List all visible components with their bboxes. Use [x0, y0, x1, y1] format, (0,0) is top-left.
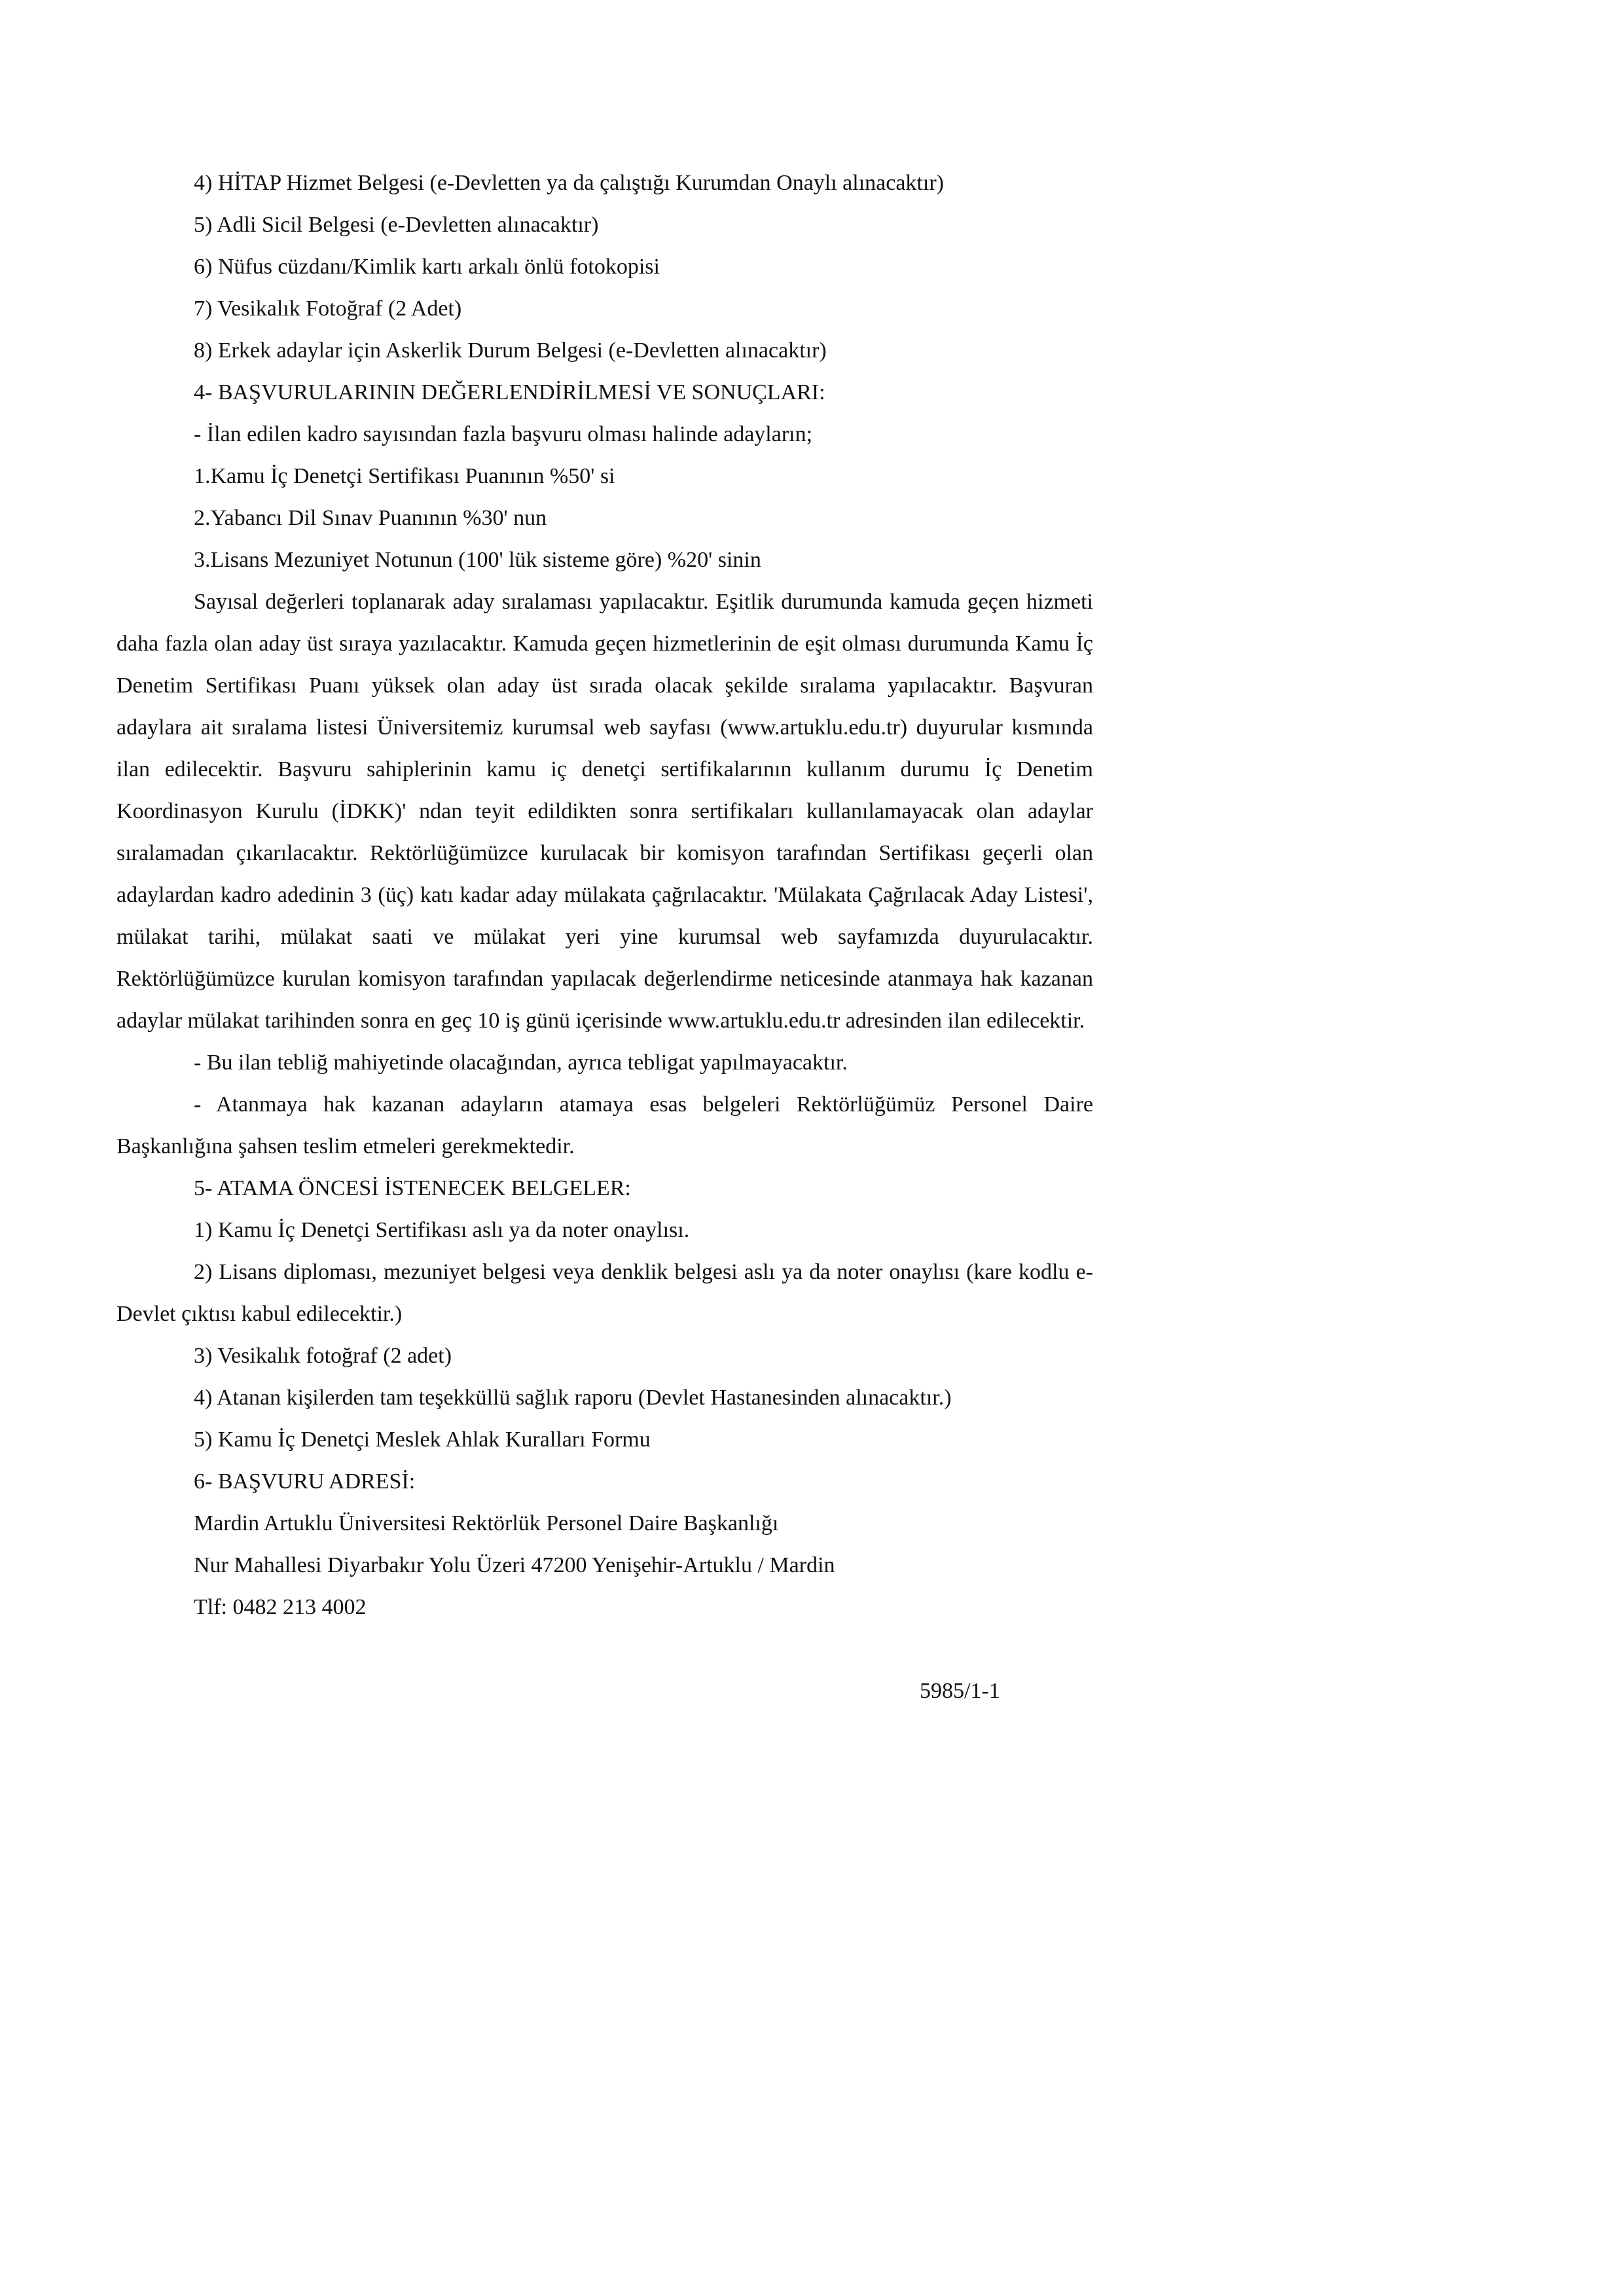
document-page: [117, 162, 1093, 1628]
section5-item-2: 2) Lisans diploması, mezuniyet belgesi veya denklik belgesi aslı ya da noter onaylısı (kare kodlu e-Devlet çıktısı kabul edilecektir.): [117, 1260, 1093, 1326]
page-number: 5985/1-1: [920, 1679, 1000, 1703]
notification-note: - Bu ilan tebliğ mahiyetinde olacağından, ayrıca tebligat yapılmayacaktır.: [194, 1050, 848, 1075]
appointment-paragraph: - Atanmaya hak kazanan adayların atamaya esas belgeleri Rektörlüğümüz Personel Daire Başkanlığına şahsen teslim etmeleri gerekmektedir.: [117, 1092, 1093, 1158]
section5-heading: 5- ATAMA ÖNCESİ İSTENECEK BELGELER:: [194, 1176, 631, 1200]
section5-item-5: 5) Kamu İç Denetçi Meslek Ahlak Kuralları Formu: [194, 1427, 651, 1452]
address-line-1: Mardin Artuklu Üniversitesi Rektörlük Personel Daire Başkanlığı: [194, 1511, 779, 1535]
criteria-item-2: 2.Yabancı Dil Sınav Puanının %30' nun: [194, 506, 547, 530]
criteria-item-1: 1.Kamu İç Denetçi Sertifikası Puanının %50' si: [194, 464, 615, 488]
section5-item-3: 3) Vesikalık fotoğraf (2 adet): [194, 1344, 452, 1368]
address-line-2: Nur Mahallesi Diyarbakır Yolu Üzeri 47200 Yenişehir-Artuklu / Mardin: [194, 1553, 835, 1577]
section4-intro: - İlan edilen kadro sayısından fazla başvuru olması halinde adayların;: [194, 422, 813, 446]
doc-item-photo: 7) Vesikalık Fotoğraf (2 Adet): [194, 296, 462, 321]
phone-number: Tlf: 0482 213 4002: [194, 1595, 367, 1619]
section4-heading: 4- BAŞVURULARININ DEĞERLENDİRİLMESİ VE SONUÇLARI:: [194, 380, 825, 404]
doc-item-id-copy: 6) Nüfus cüzdanı/Kimlik kartı arkalı önlü fotokopisi: [194, 255, 660, 279]
evaluation-paragraph: Sayısal değerleri toplanarak aday sıralaması yapılacaktır. Eşitlik durumunda kamuda geçen hizmeti daha fazla olan aday üst sıraya yazılacaktır. Kamuda geçen hizmetlerinin de eşit olması durumunda Kamu İç Denetim Sertifikası Puanı yüksek olan aday üst sırada olacak şekilde sıralama yapılacaktır. Başvuran adaylara ait sıralama listesi Üniversitemiz kurumsal web sayfası (www.artuklu.edu.tr) duyurular kısmında ilan edilecektir. Başvuru sahiplerinin kamu iç denetçi sertifikalarının kullanım durumu İç Denetim Koordinasyon Kurulu (İDKK)' ndan teyit edildikten sonra sertifikaları kullanılamayacak olan adaylar sıralamadan çıkarılacaktır. Rektörlüğümüzce kurulacak bir komisyon tarafından Sertifikası geçerli olan adaylardan kadro adedinin 3 (üç) katı kadar aday mülakata çağrılacaktır. 'Mülakata Çağrılacak Aday Listesi', mülakat tarihi, mülakat saati ve mülakat yeri yine kurumsal web sayfamızda duyurulacaktır. Rektörlüğümüzce kurulan komisyon tarafından yapılacak değerlendirme neticesinde atanmaya hak kazanan adaylar mülakat tarihinden sonra en geç 10 iş günü içerisinde www.artuklu.edu.tr adresinden ilan edilecektir.: [117, 590, 1093, 1033]
section5-item-1: 1) Kamu İç Denetçi Sertifikası aslı ya da noter onaylısı.: [194, 1218, 690, 1242]
doc-item-military: 8) Erkek adaylar için Askerlik Durum Belgesi (e-Devletten alınacaktır): [194, 338, 827, 363]
section5-item-4: 4) Atanan kişilerden tam teşekküllü sağlık raporu (Devlet Hastanesinden alınacaktır.): [194, 1386, 952, 1410]
section6-heading: 6- BAŞVURU ADRESİ:: [194, 1469, 416, 1494]
criteria-item-3: 3.Lisans Mezuniyet Notunun (100' lük sisteme göre) %20' sinin: [194, 548, 761, 572]
doc-item-criminal-record: 5) Adli Sicil Belgesi (e-Devletten alınacaktır): [194, 213, 599, 237]
doc-item-hitap: 4) HİTAP Hizmet Belgesi (e-Devletten ya da çalıştığı Kurumdan Onaylı alınacaktır): [194, 171, 944, 195]
